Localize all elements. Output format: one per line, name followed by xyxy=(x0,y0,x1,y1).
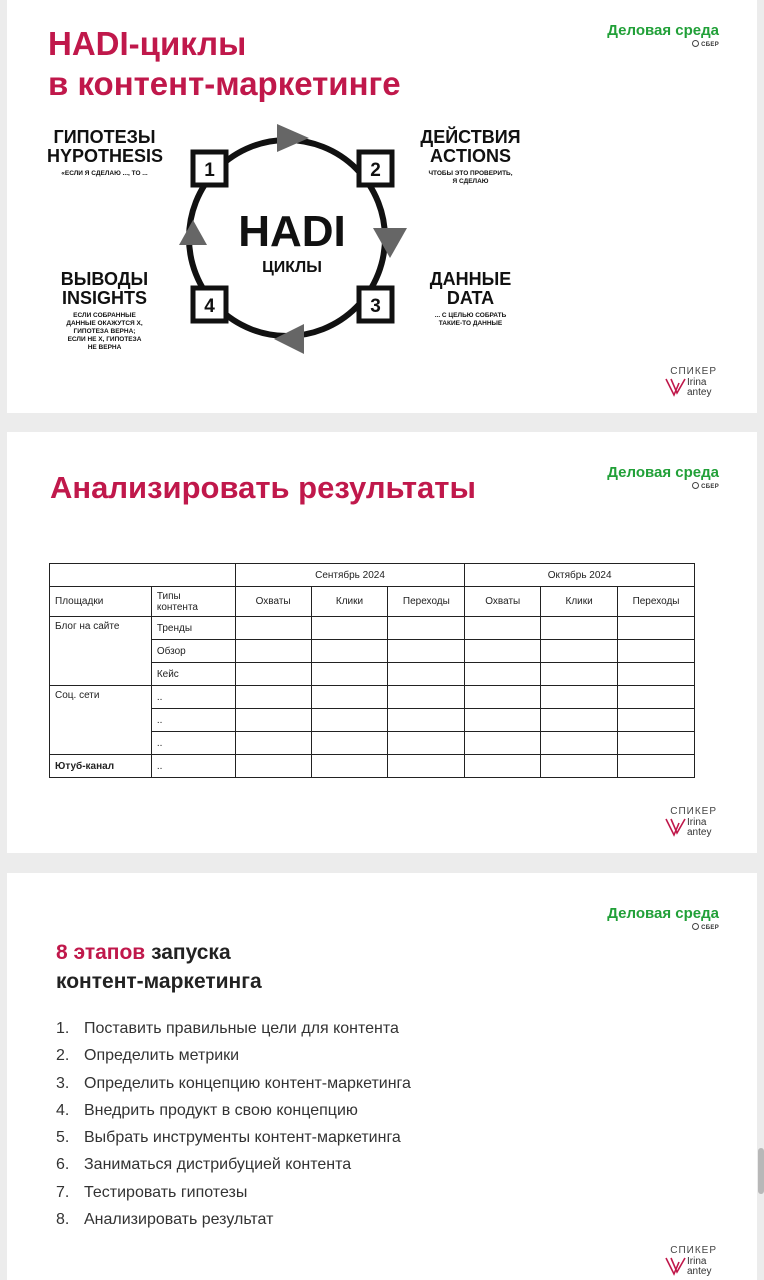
svg-text:1: 1 xyxy=(204,160,215,181)
column-header: Клики xyxy=(311,587,388,617)
results-table xyxy=(49,563,695,778)
svg-text:4: 4 xyxy=(204,296,215,317)
svg-text:2: 2 xyxy=(370,160,381,181)
slide-title: 8 этапов запуска контент-маркетинга xyxy=(56,941,262,993)
column-header: Охваты xyxy=(235,587,311,617)
brand-sub: СБЕР xyxy=(607,482,719,490)
brand-sub: СБЕР xyxy=(607,40,719,48)
step-box-2 xyxy=(359,152,392,185)
column-header: Переходы xyxy=(618,587,695,617)
content-type-cell: .. xyxy=(151,686,235,709)
speaker-badge: СПИКЕР Irina antey xyxy=(665,1245,717,1278)
list-item: 7. Тестировать гипотезы xyxy=(56,1183,248,1201)
brand-name: Деловая среда xyxy=(607,464,719,481)
speaker-badge: СПИКЕР Irina antey xyxy=(665,806,717,839)
content-type-cell: Тренды xyxy=(151,617,235,640)
content-type-cell: .. xyxy=(151,732,235,755)
list-item: 4. Внедрить продукт в свою концепцию xyxy=(56,1101,358,1119)
sber-icon xyxy=(692,40,699,47)
content-type-cell: Кейс xyxy=(151,663,235,686)
arrow-icon xyxy=(179,220,207,245)
svg-text:3: 3 xyxy=(370,296,381,317)
table-row xyxy=(50,755,695,778)
brand-logo xyxy=(607,464,719,490)
speaker-badge: СПИКЕР Irina antey xyxy=(665,366,717,399)
brand-name: Деловая среда xyxy=(607,22,719,39)
content-type-cell: .. xyxy=(151,709,235,732)
list-item: 2. Определить метрики xyxy=(56,1047,240,1065)
brand-name: Деловая среда xyxy=(607,905,719,922)
list-item: 5. Выбрать инструменты контент-маркетинга xyxy=(56,1129,401,1147)
hadi-center-sub: ЦИКЛЫ xyxy=(262,259,322,276)
column-header: Площадки xyxy=(50,587,152,617)
speaker-logo-icon xyxy=(665,1256,687,1276)
month-header: Сентябрь 2024 xyxy=(235,564,465,587)
steps-list xyxy=(56,1015,411,1233)
brand-logo xyxy=(607,22,719,48)
column-header: Клики xyxy=(541,587,618,617)
speaker-logo-icon xyxy=(665,377,687,397)
slide-title: Анализировать результаты xyxy=(50,470,476,505)
list-item: 3. Определить концепцию контент-маркетинга xyxy=(56,1074,411,1092)
speaker-logo-icon xyxy=(665,817,687,837)
hadi-center-title: HADI xyxy=(238,207,346,256)
column-header: Охваты xyxy=(465,587,541,617)
hadi-insights: ВЫВОДЫ INSIGHTS ЕСЛИ СОБРАННЫЕ ДАННЫЕ ОКАЖУТСЯ Х, ГИПОТЕЗА ВЕРНА; ЕСЛИ НЕ Х, ГИПОТЕЗА НЕ ВЕРНА xyxy=(60,269,149,351)
hadi-cycle-diagram xyxy=(177,118,417,358)
brand-sub: СБЕР xyxy=(607,923,719,931)
step-box-1 xyxy=(193,152,226,185)
title-line-2: в контент-маркетинге xyxy=(48,65,401,102)
list-item: 1. Поставить правильные цели для контента xyxy=(56,1020,399,1037)
title-line-1: HADI-циклы xyxy=(48,25,247,62)
arrow-icon xyxy=(277,124,309,152)
platform-cell: Соц. сети xyxy=(50,686,152,755)
column-header: Переходы xyxy=(388,587,465,617)
step-box-4 xyxy=(193,288,226,321)
table-header-row xyxy=(50,587,695,617)
platform-cell: Блог на сайте xyxy=(50,617,152,686)
brand-logo xyxy=(607,905,719,931)
hadi-hypothesis: ГИПОТЕЗЫ HYPOTHESIS «ЕСЛИ Я СДЕЛАЮ ..., ТО ... xyxy=(47,127,164,177)
step-box-3 xyxy=(359,288,392,321)
slide-title xyxy=(48,24,401,104)
list-item: 6. Заниматься дистрибуцией контента xyxy=(56,1156,352,1174)
content-type-cell: .. xyxy=(151,755,235,778)
slide-analyze-results xyxy=(7,432,757,853)
scrollbar-thumb[interactable] xyxy=(758,1148,764,1194)
table-row xyxy=(50,686,695,709)
table-header-row xyxy=(50,564,695,587)
table-row xyxy=(50,617,695,640)
platform-cell: Ютуб-канал xyxy=(50,755,152,778)
arrow-icon xyxy=(274,324,304,354)
slide-eight-steps xyxy=(7,873,757,1280)
arrow-icon xyxy=(373,228,407,258)
content-type-cell: Обзор xyxy=(151,640,235,663)
sber-icon xyxy=(692,923,699,930)
column-header: Типы контента xyxy=(151,587,235,617)
slide-hadi-cycles xyxy=(7,0,757,413)
hadi-data: ДАННЫЕ DATA ... С ЦЕЛЬЮ СОБРАТЬ ТАКИЕ-ТО ДАННЫЕ xyxy=(429,269,512,327)
hadi-actions: ДЕЙСТВИЯ ACTIONS ЧТОБЫ ЭТО ПРОВЕРИТЬ, Я СДЕЛАЮ xyxy=(420,127,521,185)
sber-icon xyxy=(692,482,699,489)
month-header: Октябрь 2024 xyxy=(465,564,695,587)
list-item: 8. Анализировать результат xyxy=(56,1211,274,1229)
